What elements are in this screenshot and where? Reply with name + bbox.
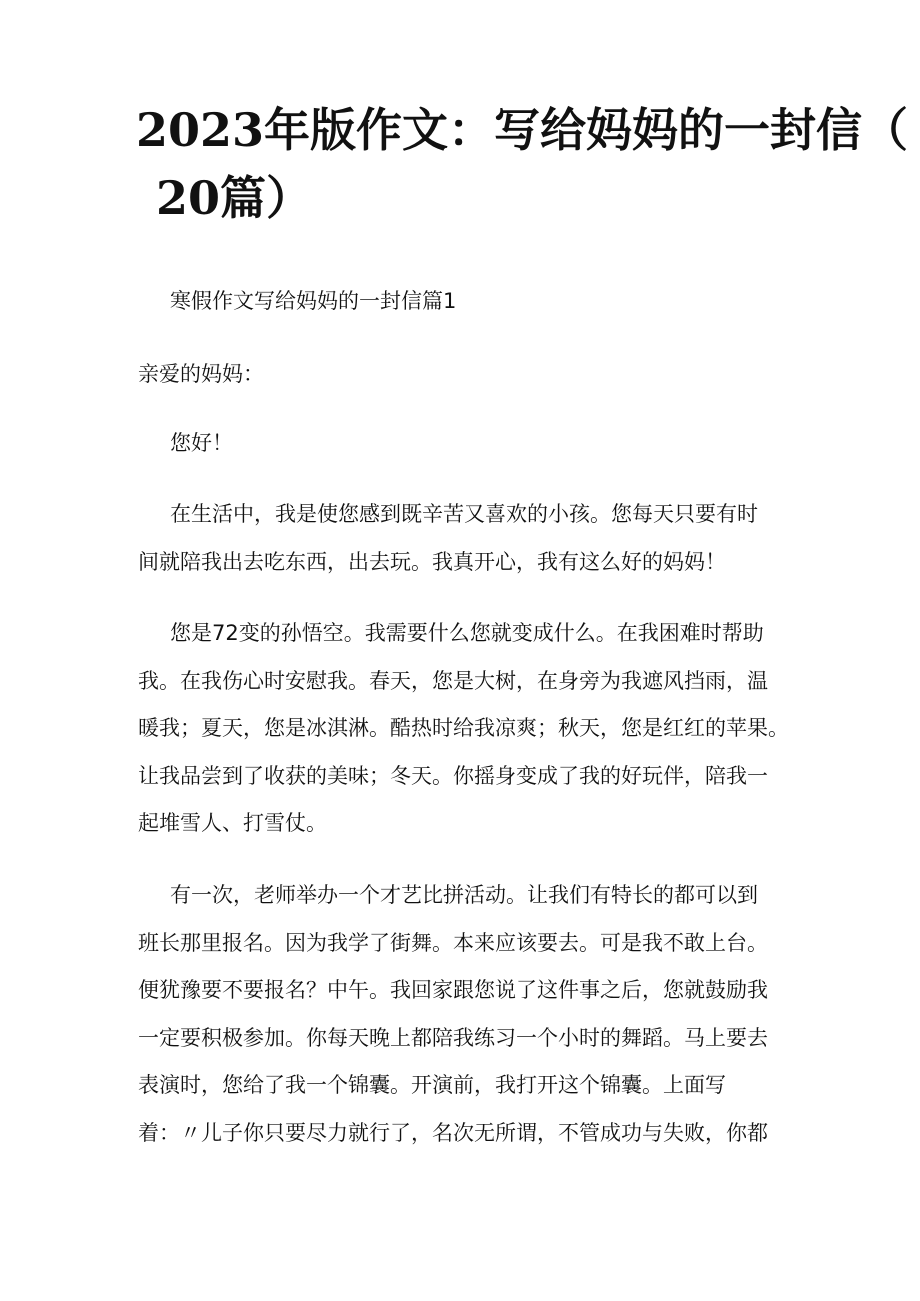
salutation: 亲爱的妈妈：: [138, 362, 264, 386]
paragraph-3-line-4: 一定要积极参加。你每天晚上都陪我练习一个小时的舞蹈。马上要去: [138, 1025, 768, 1050]
document-title-line-1: 2023年版作文：写给妈妈的一封信（: [136, 103, 909, 157]
paragraph-1-line-2: 间就陪我出去吃东西，出去玩。我真开心，我有这么好的妈妈！: [138, 549, 726, 574]
paragraph-2-line-4: 让我品尝到了收获的美味；冬天。你摇身变成了我的好玩伴，陪我一: [138, 763, 768, 788]
paragraph-2-line-2: 我。在我伤心时安慰我。春天，您是大树，在身旁为我遮风挡雨，温: [138, 668, 768, 693]
paragraph-3-line-2: 班长那里报名。因为我学了街舞。本来应该要去。可是我不敢上台。: [138, 930, 768, 955]
section-subtitle: 寒假作文写给妈妈的一封信篇1: [170, 289, 457, 313]
greeting: 您好！: [170, 431, 233, 455]
paragraph-3-line-6: 着：〃儿子你只要尽力就行了，名次无所谓，不管成功与失败，你都: [138, 1120, 768, 1145]
document-title: [136, 96, 909, 232]
paragraph-3: [138, 872, 792, 1157]
paragraph-3-line-1: 有一次，老师举办一个才艺比拼活动。让我们有特长的都可以到: [170, 883, 758, 907]
paragraph-1: [138, 491, 792, 586]
paragraph-1-line-1: 在生活中，我是使您感到既辛苦又喜欢的小孩。您每天只要有时: [170, 502, 758, 526]
document-title-line-2: 20篇）: [156, 171, 313, 225]
paragraph-2: [138, 610, 792, 848]
paragraph-3-line-3: 便犹豫要不要报名？中午。我回家跟您说了这件事之后，您就鼓励我: [138, 978, 768, 1002]
paragraph-3-line-5: 表演时，您给了我一个锦囊。开演前，我打开这个锦囊。上面写: [138, 1073, 726, 1097]
paragraph-2-line-5: 起堆雪人、打雪仗。: [138, 811, 327, 835]
paragraph-2-line-1: 您是72变的孙悟空。我需要什么您就变成什么。在我困难时帮助: [170, 621, 764, 645]
paragraph-2-line-3: 暖我；夏天，您是冰淇淋。酷热时给我凉爽；秋天，您是红红的苹果。: [138, 716, 789, 740]
